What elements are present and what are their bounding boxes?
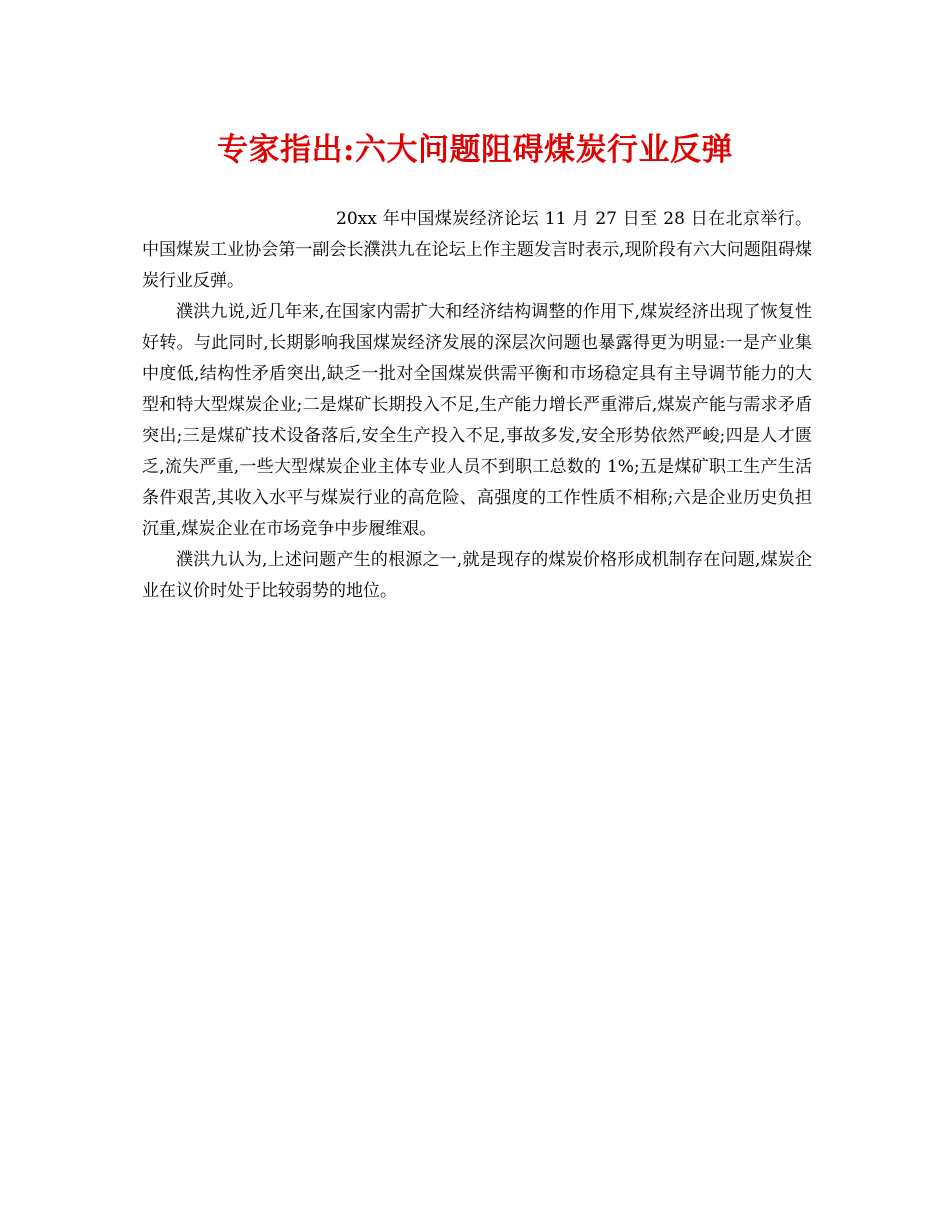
paragraph-conclusion: 濮洪九认为,上述问题产生的根源之一,就是现存的煤炭价格形成机制存在问题,煤炭企业在议价时处于比较弱势的地位。 (142, 550, 812, 601)
paragraph-intro: 20xx 年中国煤炭经济论坛 11 月 27 日至 28 日在北京举行。中国煤炭工业协会第一副会长濮洪九在论坛上作主题发言时表示,现阶段有六大问题阻碍煤炭行业反弹。 (142, 209, 812, 291)
document-body (142, 204, 812, 607)
document-title: 专家指出:六大问题阻碍煤炭行业反弹 (217, 132, 733, 168)
paragraph-problems: 濮洪九说,近几年来,在国家内需扩大和经济结构调整的作用下,煤炭经济出现了恢复性好转。与此同时,长期影响我国煤炭经济发展的深层次问题也暴露得更为明显:一是产业集中度低,结构性矛盾突出,缺乏一批对全国煤炭供需平衡和市场稳定具有主导调节能力的大型和特大型煤炭企业;二是煤矿长期投入不足,生产能力增长严重滞后,煤炭产能与需求矛盾突出;三是煤矿技术设备落后,安全生产投入不足,事故多发,安全形势依然严峻;四是人才匮乏,流失严重,一些大型煤炭企业主体专业人员不到职工总数的 1%;五是煤矿职工生产生活条件艰苦,其收入水平与煤炭行业的高危险、高强度的工作性质不相称;六是企业历史负担沉重,煤炭企业在市场竞争中步履维艰。 (142, 302, 812, 539)
